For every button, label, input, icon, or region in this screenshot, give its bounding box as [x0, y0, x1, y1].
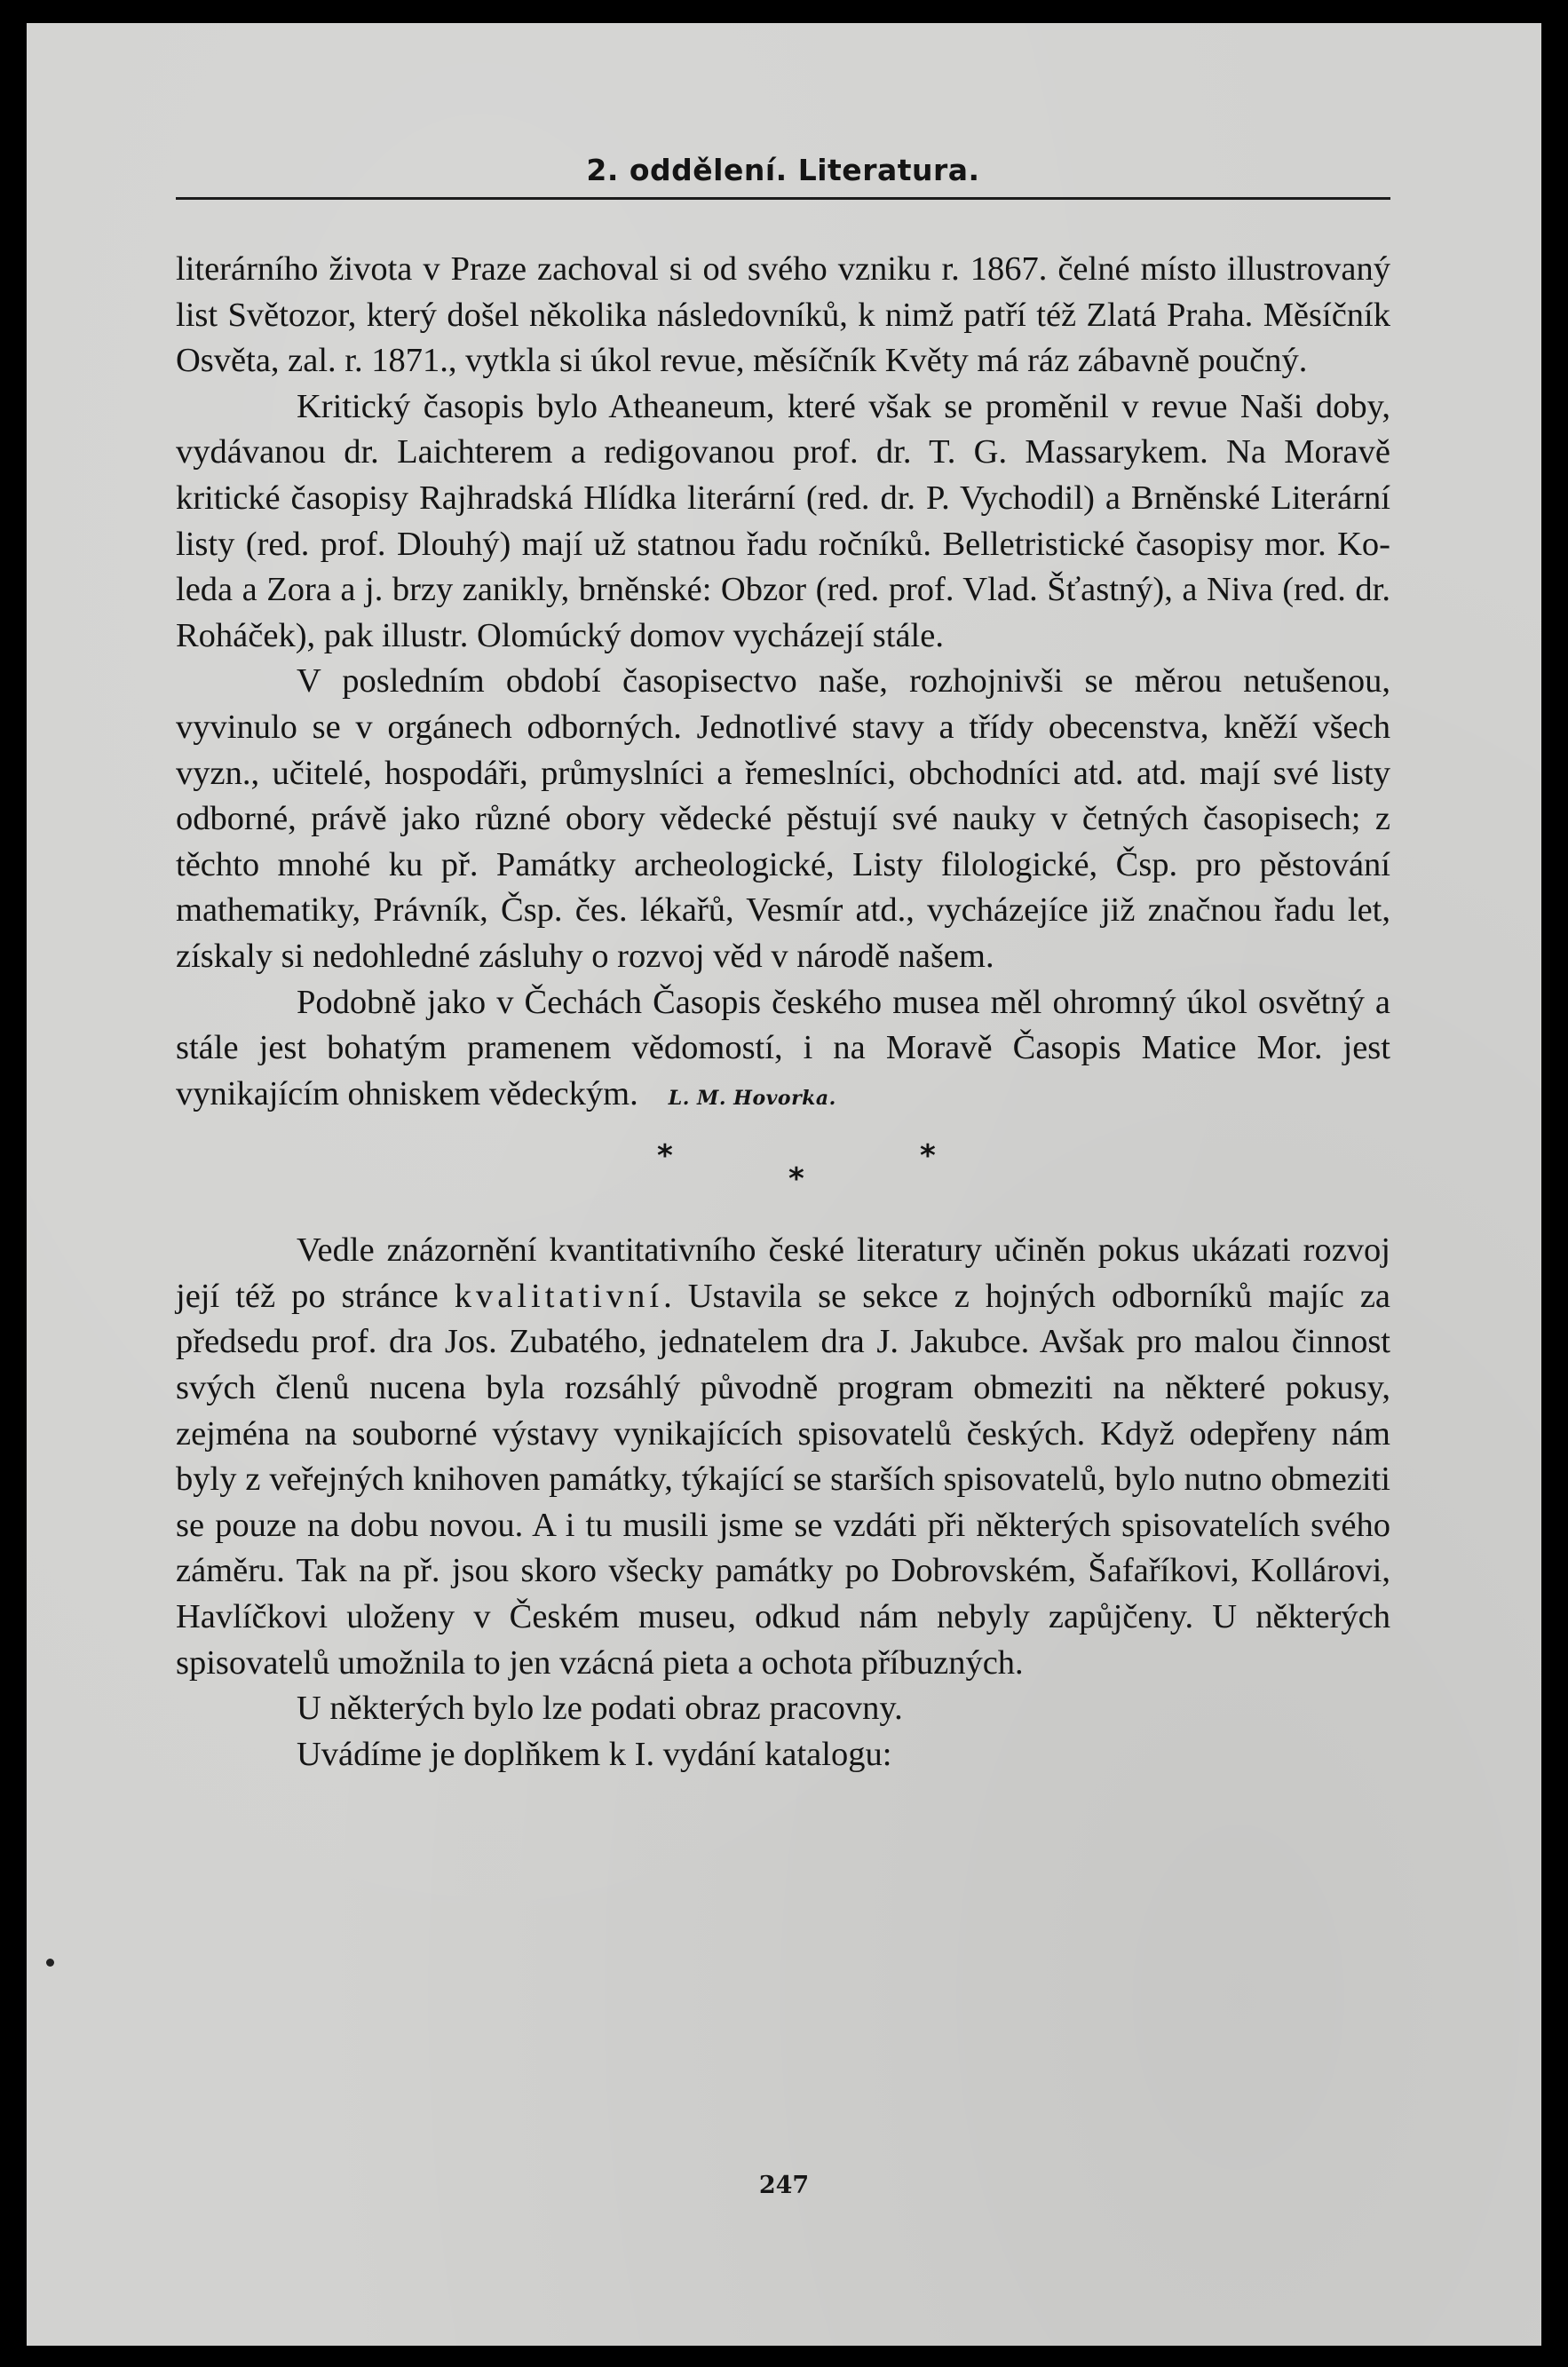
asterisk-middle: * [788, 1161, 804, 1198]
paragraph-3: V posledním období časopisectvo naše, rozhojnivši se měrou netušenou, vyvinulo se v orgánech odborných. Jednotlivé stavy a třídy obecenstva, kněží všech vyzn., učitelé, hospodáři, průmyslníci a řemeslníci, obchodníci atd. atd. mají své listy odborné, právě jako různé obory vědecké pěstují své nauky v četných časopisech; z těchto mnohé ku př. Památky archeologické, Listy filologické, Čsp. pro pěstování mathematiky, Právník, Čsp. čes. lékařů, Vesmír atd., vycházejíce již značnou řadu let, získaly si nedohledné zásluhy o rozvoj věd v národě našem. [176, 662, 1390, 975]
page-header [176, 128, 1390, 199]
asterisk-right: * [920, 1138, 936, 1175]
paragraph-5 [176, 1228, 1390, 1686]
section-divider [176, 1127, 1390, 1215]
paragraph-5-rest: . Ustavila se sekce z hojných odborníků majíc za předsedu prof. dra Jos. Zubatého, jednatelem dra J. Jakubce. Avšak pro malou činnost svých členů nucena byla rozsáhlý původně program obmeziti na některé pokusy, zejména na souborné výstavy vynikajících spisovatelů českých. Když odepřeny nám byly z veřejných knihoven památky, týkající se starších spisovatelů, bylo nutno obmeziti se pouze na dobu novou. A i tu musili jsme se vzdáti při některých spisovatelích svého záměru. Tak na př. jsou skoro všecky památky po Dobrovském, Šafaříkovi, Kollárovi, Havlíčkovi uloženy v Českém museu, odkud nám nebyly zapůjčeny. U některých spisovatelů umožnila to jen vzácná pieta a ochota příbuzných. [176, 1277, 1390, 1682]
paragraph-2: Kritický časopis bylo Atheaneum, které však se proměnil v revue Naši doby, vydávanou dr. Laichterem a redigovanou prof. dr. T. G. Massarykem. Na Moravě kritické časopisy Rajhradská Hlídka literární (red. dr. P. Vychodil) a Brněnské Literární listy (red. prof. Dlouhý) mají už statnou řadu ročníků. Belletristické časopisy mor. Koleda a Zora a j. brzy zanikly, brněnské: Obzor (red. prof. Vlad. Šťastný), a Niva (red. dr. Roháček), pak illustr. Olomúcký domov vycházejí stále. [176, 387, 1390, 654]
text-column [176, 247, 1390, 1777]
book-page [27, 23, 1541, 2346]
asterisk-left: * [657, 1138, 673, 1175]
page-number: 247 [758, 2172, 810, 2199]
header-rule [176, 197, 1390, 200]
running-title: 2. oddělení. Literatura. [586, 153, 980, 187]
emphasis-kvalitativni: kvalitativní [454, 1277, 664, 1315]
paragraph-7: Uvádíme je doplňkem k I. vydání katalogu: [297, 1735, 892, 1773]
author-signature: L. M. Hovorka. [668, 1086, 836, 1110]
paragraph-6: U některých bylo lze podati obraz pracovny. [297, 1690, 903, 1728]
paragraph-5-start: Vedle znázornění kvantitativního české literatury učiněn pokus ukázati rozvoj její též po stránce [176, 1231, 1390, 1315]
paragraph-4 [176, 980, 1390, 1122]
margin-speck [46, 1959, 54, 1967]
paragraph-4-text: Podobně jako v Čechách Časopis českého musea měl ohromný úkol osvětný a stále jest bohatým pramenem vědomostí, i na Moravě Časopis Matice Mor. jest vynikajícím ohniskem vědeckým. [176, 983, 1390, 1112]
paragraph-1: literárního života v Praze zachoval si od svého vzniku r. 1867. čelné místo illustrovaný list Světozor, který došel několika následovníků, k nimž patří též Zlatá Praha. Měsíčník Osvěta, zal. r. 1871., vytkla si úkol revue, měsíčník Květy má ráz zábavně poučný. [176, 250, 1390, 380]
